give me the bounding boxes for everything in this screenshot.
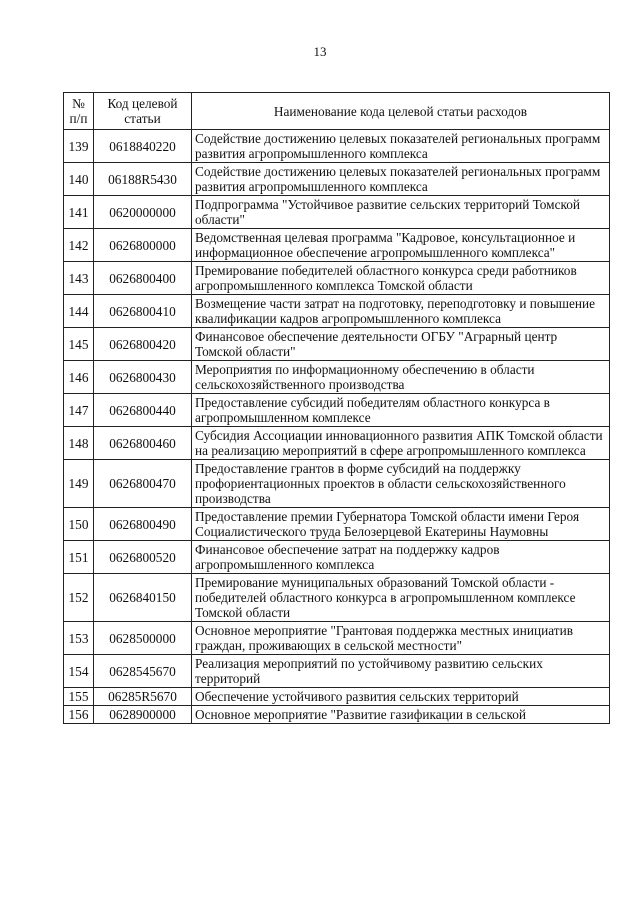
row-code: 0628545670 <box>94 655 192 688</box>
table-row <box>64 196 610 229</box>
row-num: 147 <box>64 394 94 427</box>
row-name: Премирование победителей областного конкурса среди работников агропромышленного комплекса Томской области <box>192 262 610 295</box>
target-articles-table <box>63 92 610 724</box>
row-code: 0628900000 <box>94 706 192 724</box>
table-row <box>64 655 610 688</box>
header-num: № п/п <box>64 93 94 130</box>
row-name: Содействие достижению целевых показателей региональных программ развития агропромышленного комплекса <box>192 130 610 163</box>
table-row <box>64 394 610 427</box>
row-num: 155 <box>64 688 94 706</box>
row-code: 0626800410 <box>94 295 192 328</box>
row-num: 156 <box>64 706 94 724</box>
row-num: 148 <box>64 427 94 460</box>
row-num: 143 <box>64 262 94 295</box>
page-number: 13 <box>313 44 327 59</box>
table-row <box>64 706 610 724</box>
table-row <box>64 508 610 541</box>
row-code: 0626800420 <box>94 328 192 361</box>
row-code: 0626800430 <box>94 361 192 394</box>
row-name: Основное мероприятие "Грантовая поддержка местных инициатив граждан, проживающих в сельской местности" <box>192 622 610 655</box>
row-num: 141 <box>64 196 94 229</box>
row-name: Предоставление грантов в форме субсидий на поддержку профориентационных проектов в области сельскохозяйственного производства <box>192 460 610 508</box>
row-num: 142 <box>64 229 94 262</box>
row-code: 0626800460 <box>94 427 192 460</box>
row-name: Подпрограмма "Устойчивое развитие сельских территорий Томской области" <box>192 196 610 229</box>
row-code: 06285R5670 <box>94 688 192 706</box>
header-code: Код целевой статьи <box>94 93 192 130</box>
table-row <box>64 295 610 328</box>
table-row <box>64 361 610 394</box>
row-code: 0628500000 <box>94 622 192 655</box>
row-num: 150 <box>64 508 94 541</box>
table-header <box>64 93 610 130</box>
row-code: 0626800000 <box>94 229 192 262</box>
table-row <box>64 262 610 295</box>
row-code: 0626800470 <box>94 460 192 508</box>
header-row <box>64 93 610 130</box>
row-num: 146 <box>64 361 94 394</box>
row-name: Обеспечение устойчивого развития сельских территорий <box>192 688 610 706</box>
row-name: Премирование муниципальных образований Томской области - победителей областного конкурса в агропромышленном комплексе Томской области <box>192 574 610 622</box>
row-name: Реализация мероприятий по устойчивому развитию сельских территорий <box>192 655 610 688</box>
table-row <box>64 541 610 574</box>
table-row <box>64 229 610 262</box>
row-code: 0626800400 <box>94 262 192 295</box>
table-row <box>64 130 610 163</box>
table-row <box>64 163 610 196</box>
row-name: Предоставление субсидий победителям областного конкурса в агропромышленном комплексе <box>192 394 610 427</box>
row-name: Ведомственная целевая программа "Кадровое, консультационное и информационное обеспечение агропромышленного комплекса" <box>192 229 610 262</box>
row-num: 149 <box>64 460 94 508</box>
row-code: 0626840150 <box>94 574 192 622</box>
table-row <box>64 460 610 508</box>
row-name: Предоставление премии Губернатора Томской области имени Героя Социалистического труда Белозерцевой Екатерины Наумовны <box>192 508 610 541</box>
row-num: 140 <box>64 163 94 196</box>
row-num: 145 <box>64 328 94 361</box>
row-code: 0620000000 <box>94 196 192 229</box>
row-num: 151 <box>64 541 94 574</box>
row-num: 152 <box>64 574 94 622</box>
row-code: 0626800440 <box>94 394 192 427</box>
row-name: Основное мероприятие "Развитие газификации в сельской <box>192 706 610 724</box>
row-code: 06188R5430 <box>94 163 192 196</box>
table-row <box>64 328 610 361</box>
table-row <box>64 622 610 655</box>
header-name: Наименование кода целевой статьи расходов <box>192 93 610 130</box>
row-name: Содействие достижению целевых показателей региональных программ развития агропромышленного комплекса <box>192 163 610 196</box>
row-code: 0626800490 <box>94 508 192 541</box>
row-num: 139 <box>64 130 94 163</box>
row-num: 153 <box>64 622 94 655</box>
row-name: Возмещение части затрат на подготовку, переподготовку и повышение квалификации кадров агропромышленного комплекса <box>192 295 610 328</box>
row-num: 154 <box>64 655 94 688</box>
row-code: 0626800520 <box>94 541 192 574</box>
row-name: Финансовое обеспечение затрат на поддержку кадров агропромышленного комплекса <box>192 541 610 574</box>
table-row <box>64 574 610 622</box>
row-num: 144 <box>64 295 94 328</box>
row-code: 0618840220 <box>94 130 192 163</box>
row-name: Мероприятия по информационному обеспечению в области сельскохозяйственного производства <box>192 361 610 394</box>
row-name: Финансовое обеспечение деятельности ОГБУ "Аграрный центр Томской области" <box>192 328 610 361</box>
table-row <box>64 688 610 706</box>
table-row <box>64 427 610 460</box>
row-name: Субсидия Ассоциации инновационного развития АПК Томской области на реализацию мероприятий в сфере агропромышленного комплекса <box>192 427 610 460</box>
table-body <box>64 130 610 724</box>
